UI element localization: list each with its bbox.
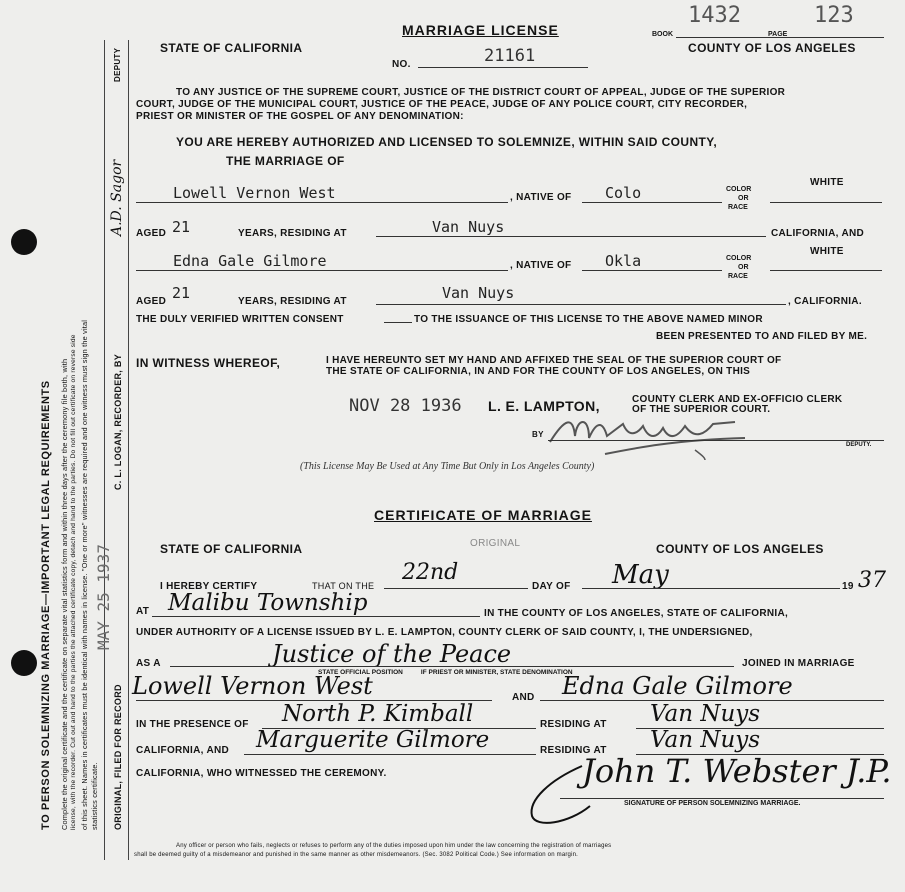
- deputy-clerk-signature: [545, 410, 760, 460]
- punch-hole-top: [11, 229, 37, 255]
- deputy-label: DEPUTY.: [846, 442, 872, 448]
- witness-one-residence: Van Nuys: [650, 701, 761, 727]
- as-a-label: AS A: [136, 658, 161, 669]
- position-caption: STATE OFFICIAL POSITION IF PRIEST OR MINISTER, STATE DENOMINATION: [318, 669, 573, 676]
- book-label: BOOK: [652, 31, 673, 38]
- bride-native-label: , NATIVE OF: [510, 260, 572, 271]
- margin-divider-inner: [128, 40, 129, 860]
- license-title: MARRIAGE LICENSE: [402, 22, 559, 38]
- witness-two-residence: Van Nuys: [650, 727, 761, 753]
- bride-native: Okla: [605, 252, 642, 270]
- officiant-position: Justice of the Peace: [272, 640, 512, 668]
- groom-race-label: RACE: [728, 204, 748, 211]
- place-line: [152, 616, 480, 617]
- position-line: [170, 666, 734, 667]
- place-suffix: IN THE COUNTY OF LOS ANGELES, STATE OF CALIFORNIA,: [484, 608, 789, 619]
- that-on-label: THAT ON THE: [312, 581, 375, 591]
- deputy-line: [548, 440, 884, 441]
- groom-name: Lowell Vernon West: [173, 184, 336, 202]
- signature-line: [560, 798, 884, 799]
- certificate-state: STATE OF CALIFORNIA: [160, 542, 303, 556]
- bride-residence: Van Nuys: [442, 284, 515, 302]
- and-label: AND: [512, 692, 535, 703]
- margin-heading: TO PERSON SOLEMNIZING MARRIAGE—IMPORTANT LEGAL REQUIREMENTS: [40, 380, 52, 830]
- groom-or-label: OR: [738, 195, 749, 202]
- day-of-label: DAY OF: [532, 581, 571, 592]
- footer-line-1: Any officer or person who fails, neglects or refuses to perform any of the duties imposed upon him under the law concerning the registration of marriages: [176, 843, 612, 849]
- margin-divider: [104, 40, 105, 860]
- witnessed-label: CALIFORNIA, WHO WITNESSED THE CEREMONY.: [136, 768, 387, 779]
- bride-race-label: RACE: [728, 273, 748, 280]
- marriage-month: May: [612, 560, 669, 590]
- signature-caption: SIGNATURE OF PERSON SOLEMNIZING MARRIAGE.: [624, 800, 801, 807]
- consent-line-b: TO THE ISSUANCE OF THIS LICENSE TO THE ABOVE NAMED MINOR: [414, 314, 763, 325]
- license-number-line: [418, 67, 588, 68]
- book-number: 1432: [688, 3, 741, 28]
- margin-receipt-stamp: MAY 25 1937: [94, 544, 113, 650]
- groom-native: Colo: [605, 184, 642, 202]
- certificate-original: ORIGINAL: [470, 538, 521, 549]
- marriage-day: 22nd: [402, 560, 459, 585]
- bride-residence-line: [376, 304, 786, 305]
- witness-one: North P. Kimball: [282, 701, 474, 727]
- page-label: PAGE: [768, 31, 788, 38]
- license-county: COUNTY OF LOS ANGELES: [688, 41, 856, 55]
- witness-text-2: THE STATE OF CALIFORNIA, IN AND FOR THE COUNTY OF LOS ANGELES, ON THIS: [326, 366, 751, 377]
- bride-aged-label: AGED: [136, 296, 167, 307]
- margin-deputy: DEPUTY: [113, 47, 122, 82]
- groom-residence-line: [376, 236, 766, 237]
- signature-flourish: [520, 760, 640, 830]
- officiant-signature: John T. Webster J.P.: [582, 752, 892, 790]
- groom-residence: Van Nuys: [432, 218, 505, 236]
- groom-age: 21: [172, 218, 191, 236]
- california-and-label: CALIFORNIA, AND: [136, 745, 230, 756]
- groom-years-label: YEARS, RESIDING AT: [238, 228, 347, 239]
- consent-line-a: THE DULY VERIFIED WRITTEN CONSENT: [136, 314, 344, 325]
- bride-name: Edna Gale Gilmore: [173, 252, 327, 270]
- by-label: BY: [532, 430, 544, 439]
- bride-color-line: [770, 270, 882, 271]
- bride-or-label: OR: [738, 264, 749, 271]
- certificate-county: COUNTY OF LOS ANGELES: [656, 542, 824, 556]
- groom-aged-label: AGED: [136, 228, 167, 239]
- witness-text-1: I HAVE HEREUNTO SET MY HAND AND AFFIXED THE SEAL OF THE SUPERIOR COURT OF: [326, 355, 782, 366]
- groom-state-suffix: CALIFORNIA, AND: [771, 228, 865, 239]
- clerk-title-2: OF THE SUPERIOR COURT.: [632, 404, 771, 415]
- license-marriage-of: THE MARRIAGE OF: [226, 154, 345, 168]
- groom-color-line: [770, 202, 882, 203]
- bride-years-label: YEARS, RESIDING AT: [238, 296, 347, 307]
- presence-label: IN THE PRESENCE OF: [136, 719, 249, 730]
- day-line: [384, 588, 528, 589]
- bride-name-line: [136, 270, 508, 271]
- bride-age: 21: [172, 284, 191, 302]
- authority-line: UNDER AUTHORITY OF A LICENSE ISSUED BY L. E. LAMPTON, COUNTY CLERK OF SAID COUNTY, I, THE UNDERSIGNED,: [136, 627, 753, 638]
- license-date-stamp: NOV 28 1936: [349, 396, 462, 416]
- residing-label-1: RESIDING AT: [540, 719, 607, 730]
- bride-color-label: COLOR: [726, 255, 752, 262]
- groom-native-line: [582, 202, 722, 203]
- license-no-label: NO.: [392, 59, 411, 70]
- margin-recorder-signature: A.D. Sagor: [109, 159, 125, 236]
- margin-body-line-4: statistics certificate.: [90, 762, 99, 830]
- consent-blank: [384, 322, 412, 323]
- margin-body-line-1: Complete the original certificate and the certificate on separate vital statistics form and within three days after the ceremony file both, with: [60, 358, 69, 830]
- license-authorized: YOU ARE HEREBY AUTHORIZED AND LICENSED TO SOLEMNIZE, WITHIN SAID COUNTY,: [176, 135, 718, 149]
- consent-line-c: BEEN PRESENTED TO AND FILED BY ME.: [656, 331, 868, 342]
- marriage-year: 37: [858, 568, 886, 593]
- certify-label: I HEREBY CERTIFY: [160, 581, 258, 592]
- certificate-groom: Lowell Vernon West: [132, 672, 373, 700]
- license-preamble-3: PRIEST OR MINISTER OF THE GOSPEL OF ANY DENOMINATION:: [136, 111, 464, 122]
- bride-color: WHITE: [810, 246, 844, 257]
- at-label: AT: [136, 606, 150, 617]
- margin-filed-label: ORIGINAL, FILED FOR RECORD: [113, 684, 123, 830]
- groom-color: WHITE: [810, 177, 844, 188]
- month-line: [582, 588, 840, 589]
- groom-native-label: , NATIVE OF: [510, 192, 572, 203]
- margin-body-line-2: license, with the recorder. Cut out and hand to the parties the attached certificate copy, detach and hand to the parties. Do not fill out certificate on reverse side: [70, 334, 77, 830]
- witness-two: Marguerite Gilmore: [256, 727, 490, 753]
- clerk-title-1: COUNTY CLERK AND EX-OFFICIO CLERK: [632, 394, 843, 405]
- certificate-title: CERTIFICATE OF MARRIAGE: [374, 507, 592, 523]
- page-number: 123: [814, 3, 854, 28]
- margin-recorder: C. L. LOGAN, RECORDER, BY: [113, 353, 123, 490]
- year-prefix: 19: [842, 581, 854, 592]
- license-preamble-1: TO ANY JUSTICE OF THE SUPREME COURT, JUSTICE OF THE DISTRICT COURT OF APPEAL, JUDGE OF THE SUPERIOR: [176, 87, 786, 98]
- residing-label-2: RESIDING AT: [540, 745, 607, 756]
- license-number: 21161: [484, 46, 536, 66]
- clerk-name: L. E. LAMPTON,: [488, 398, 600, 414]
- license-note: (This License May Be Used at Any Time But Only in Los Angeles County): [300, 461, 595, 472]
- groom-name-line: [136, 202, 508, 203]
- marriage-place: Malibu Township: [168, 590, 368, 616]
- witness-whereof: IN WITNESS WHEREOF,: [136, 356, 281, 370]
- footer-line-2: shall be deemed guilty of a misdemeanor and punished in the same manner as other misdemeanors. (Sec. 3082 Political Code.) See information on margin.: [134, 852, 579, 858]
- bride-native-line: [582, 270, 722, 271]
- groom-color-label: COLOR: [726, 186, 752, 193]
- book-line: [676, 37, 884, 38]
- license-preamble-2: COURT, JUDGE OF THE MUNICIPAL COURT, JUSTICE OF THE PEACE, JUDGE OF ANY POLICE COURT, CITY RECORDER,: [136, 99, 748, 110]
- certificate-bride: Edna Gale Gilmore: [562, 672, 793, 700]
- witness-two-line: [244, 754, 536, 755]
- bride-state-suffix: , CALIFORNIA.: [788, 296, 862, 307]
- license-state: STATE OF CALIFORNIA: [160, 41, 303, 55]
- punch-hole-bottom: [11, 650, 37, 676]
- margin-body-line-3: of this sheet. Names in certificates must be identical with names in license. "One or more" witnesses are required and one witness must sign the vital: [80, 319, 89, 830]
- joined-label: JOINED IN MARRIAGE: [742, 658, 855, 669]
